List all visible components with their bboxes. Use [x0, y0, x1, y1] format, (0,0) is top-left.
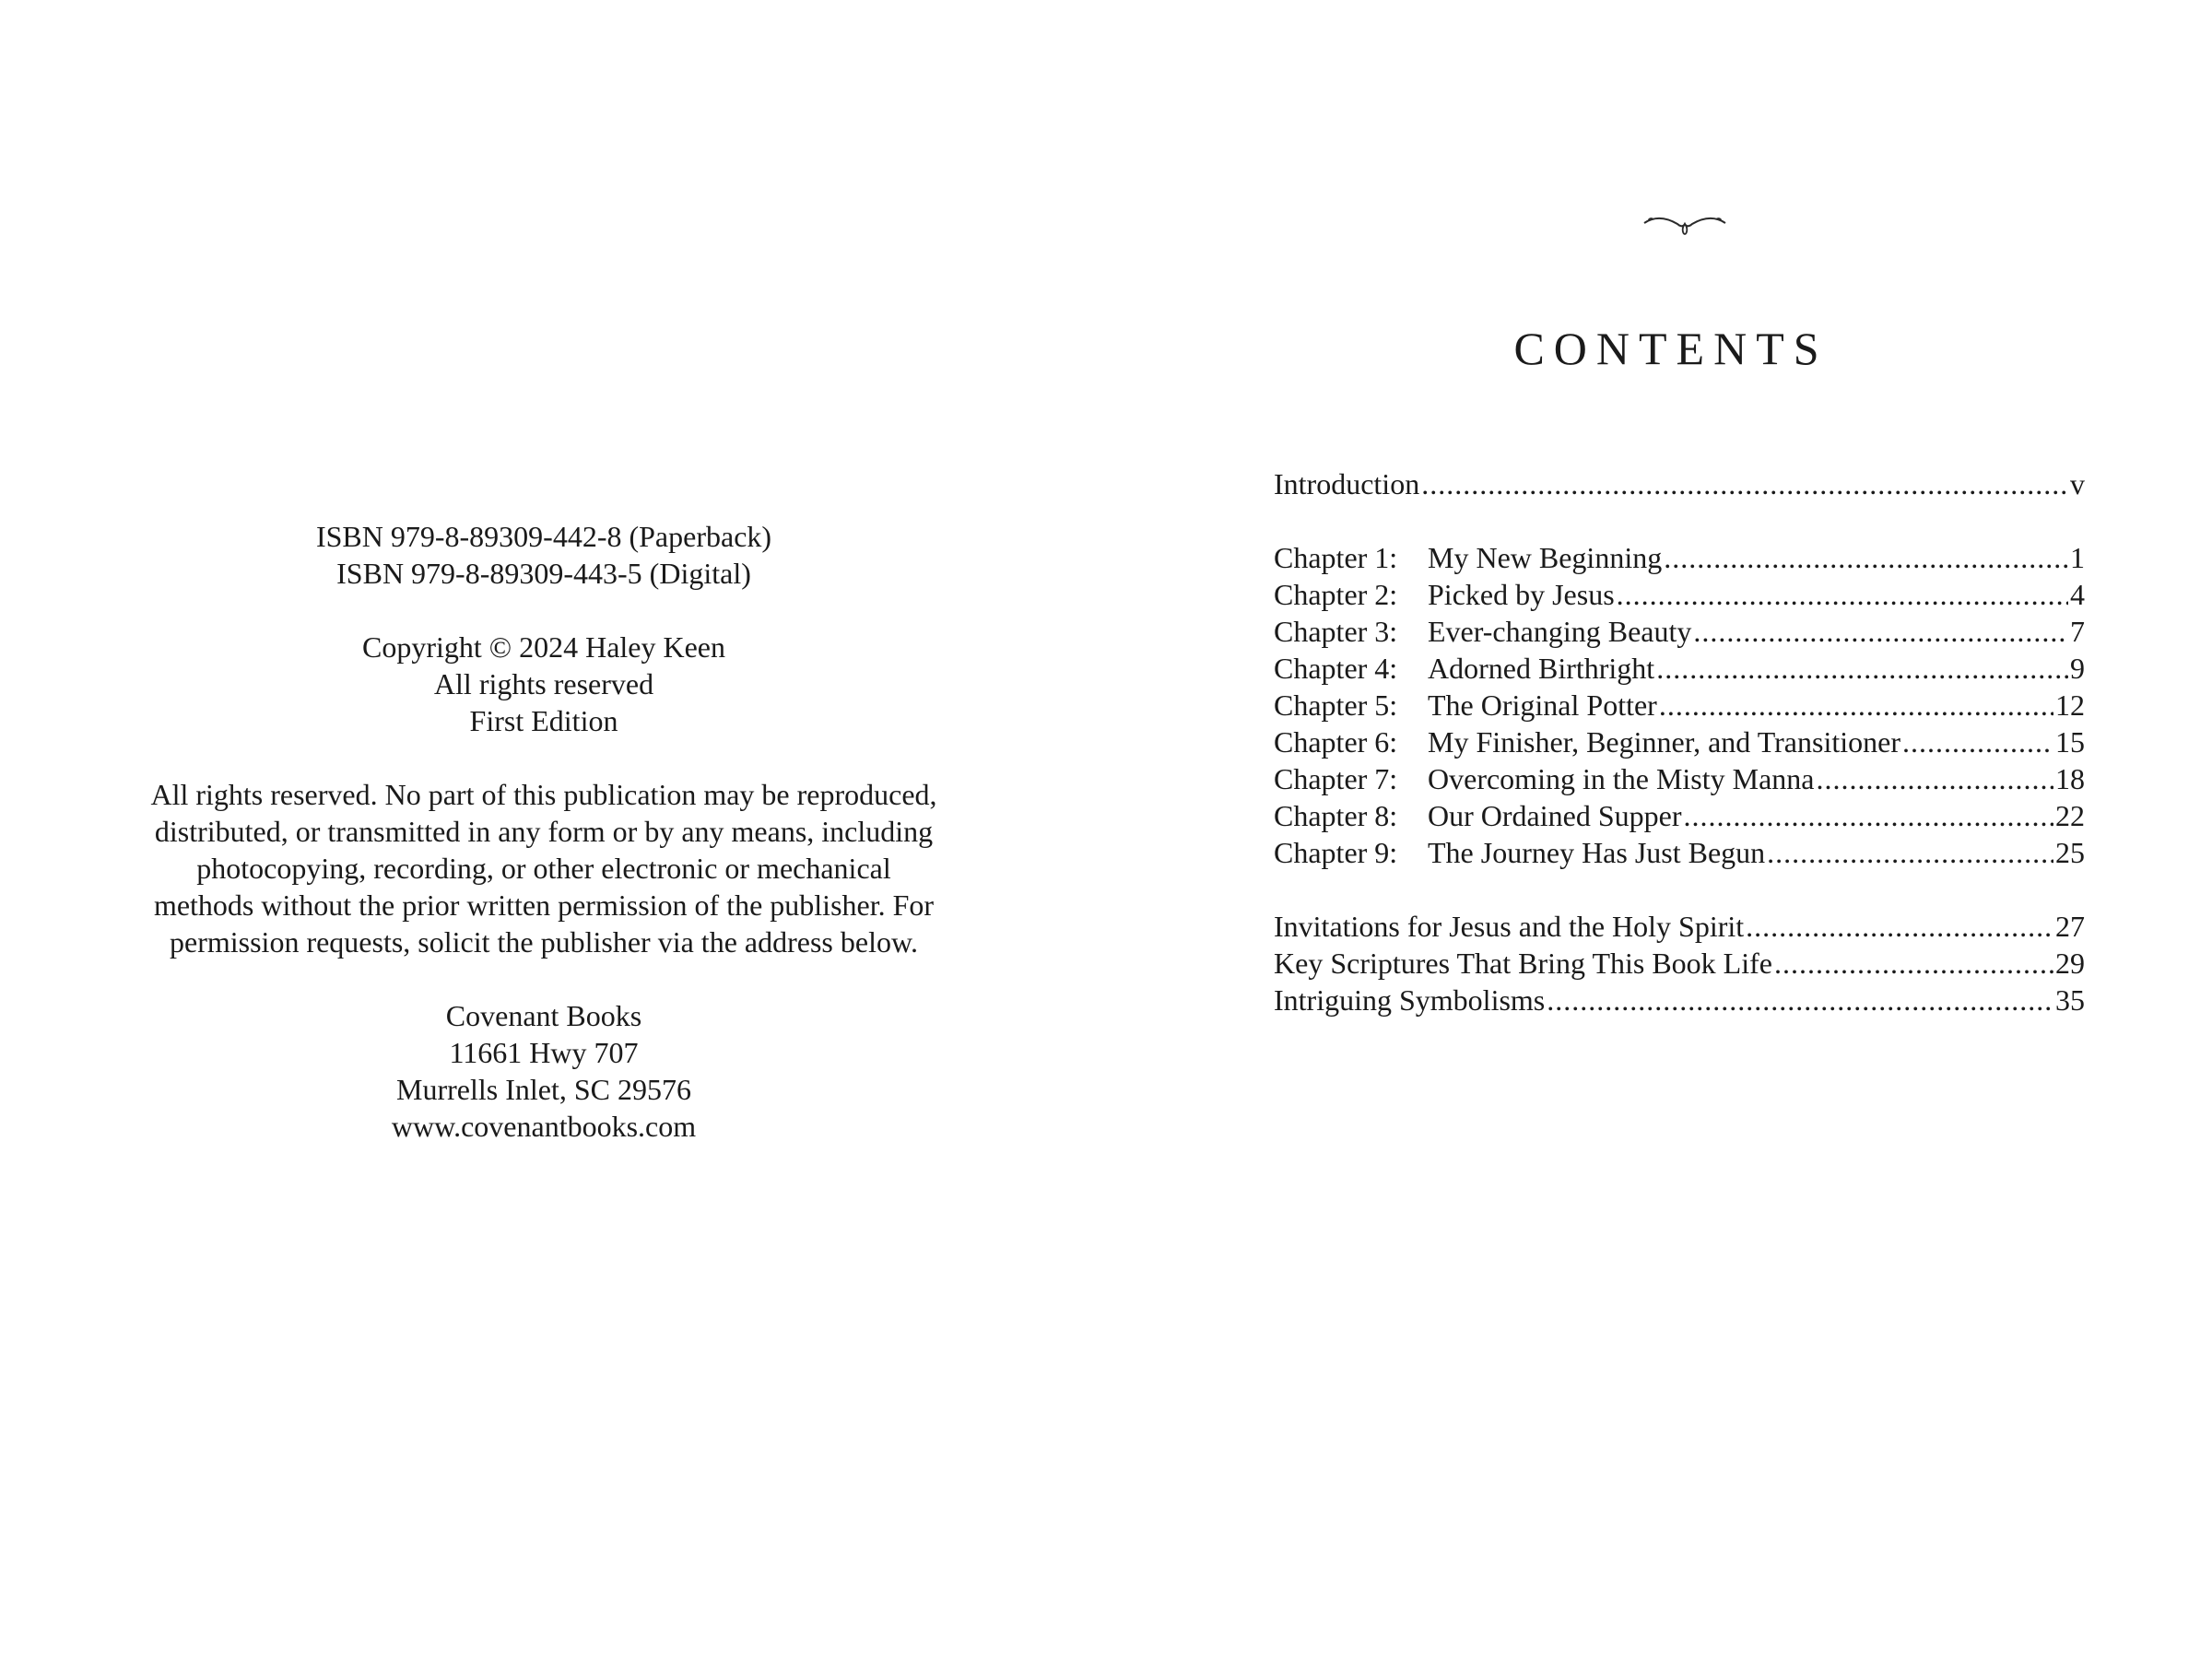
toc-page-number: 22 — [2055, 799, 2085, 832]
dot-leader — [1659, 687, 2053, 724]
dot-leader — [1902, 724, 2053, 760]
toc-entry-back-matter[interactable] — [1274, 908, 2085, 945]
toc-entry-chapter[interactable] — [1274, 687, 2085, 724]
toc-entry-chapter[interactable] — [1274, 760, 2085, 797]
toc-page-number: 9 — [2070, 652, 2085, 685]
dot-leader — [1746, 908, 2053, 945]
toc-entry-title: Picked by Jesus — [1428, 578, 1615, 611]
toc-entry-chapter[interactable] — [1274, 797, 2085, 834]
dot-leader — [1617, 576, 2068, 613]
publisher-street: 11661 Hwy 707 — [449, 1036, 639, 1069]
chapter-list — [1274, 539, 2085, 871]
copyright-notice: Copyright © 2024 Haley Keen — [361, 630, 725, 664]
toc-entry-chapter[interactable] — [1274, 724, 2085, 760]
contents-heading: CONTENTS — [1513, 323, 1829, 374]
dot-leader — [1683, 797, 2053, 834]
toc-entry-back-matter[interactable] — [1274, 945, 2085, 982]
toc-entry-title: Overcoming in the Misty Manna — [1428, 762, 1815, 795]
toc-page-number: 1 — [2070, 541, 2085, 574]
isbn-digital: ISBN 979-8-89309-443-5 (Digital) — [336, 557, 751, 590]
toc-entry-title: Invitations for Jesus and the Holy Spirit — [1274, 910, 1745, 943]
publisher-website: www.covenantbooks.com — [391, 1110, 697, 1143]
edition: First Edition — [469, 704, 618, 737]
dot-leader — [1767, 834, 2053, 871]
toc-page-number: 4 — [2070, 578, 2085, 611]
toc-entry-title: My New Beginning — [1428, 541, 1663, 574]
toc-chapter-label: Chapter 4: — [1274, 652, 1398, 685]
toc-entry-title: Adorned Birthright — [1428, 652, 1655, 685]
toc-chapter-label: Chapter 8: — [1274, 799, 1398, 832]
toc-page-number: 12 — [2055, 688, 2085, 722]
toc-entry-introduction[interactable] — [1274, 465, 2085, 502]
toc-entry-chapter[interactable] — [1274, 613, 2085, 650]
dot-leader — [1774, 945, 2053, 982]
toc-entry-chapter[interactable] — [1274, 576, 2085, 613]
rights-paragraph-line: distributed, or transmitted in any form or by any means, including — [154, 815, 934, 848]
toc-entry-title: The Original Potter — [1428, 688, 1657, 722]
isbn-paperback: ISBN 979-8-89309-442-8 (Paperback) — [315, 520, 772, 553]
dot-leader — [1664, 539, 2068, 576]
toc-entry-title: Ever-changing Beauty — [1428, 615, 1692, 648]
toc-entry-chapter[interactable] — [1274, 650, 2085, 687]
toc-chapter-label: Chapter 5: — [1274, 688, 1398, 722]
toc-entry-chapter[interactable] — [1274, 539, 2085, 576]
dot-leader — [1547, 982, 2053, 1018]
toc-page-number: 29 — [2055, 947, 2085, 980]
toc-chapter-label: Chapter 1: — [1274, 541, 1398, 574]
toc-entry-title: Key Scriptures That Bring This Book Life — [1274, 947, 1772, 980]
toc-page-number: 27 — [2055, 910, 2085, 943]
rights-reserved: All rights reserved — [433, 667, 654, 700]
toc-page-number: 18 — [2055, 762, 2085, 795]
rights-paragraph-line: photocopying, recording, or other electronic or mechanical — [196, 852, 891, 885]
toc-entry-title: The Journey Has Just Begun — [1428, 836, 1766, 869]
toc-entry-chapter[interactable] — [1274, 834, 2085, 871]
dot-leader — [1421, 465, 2068, 502]
rights-paragraph-line: methods without the prior written permission of the publisher. For — [153, 888, 935, 922]
toc-page-number: 15 — [2055, 725, 2085, 759]
toc-page-number: 25 — [2055, 836, 2085, 869]
toc-entry-title: Introduction — [1274, 467, 1420, 500]
publisher-city: Murrells Inlet, SC 29576 — [396, 1073, 691, 1106]
toc-entry-title: My Finisher, Beginner, and Transitioner — [1428, 725, 1900, 759]
toc-entry-back-matter[interactable] — [1274, 982, 2085, 1018]
toc-chapter-label: Chapter 6: — [1274, 725, 1398, 759]
dot-leader — [1656, 650, 2068, 687]
flourish-ornament-icon — [1642, 210, 1727, 236]
rights-paragraph-line: All rights reserved. No part of this publication may be reproduced, — [150, 778, 937, 811]
toc-page-number: 35 — [2055, 983, 2085, 1017]
contents-page — [1106, 0, 2212, 1659]
toc-entry-title: Our Ordained Supper — [1428, 799, 1682, 832]
back-matter-list — [1274, 908, 2085, 1018]
toc-entry-title: Intriguing Symbolisms — [1274, 983, 1546, 1017]
toc-chapter-label: Chapter 7: — [1274, 762, 1398, 795]
dot-leader — [1816, 760, 2053, 797]
toc-chapter-label: Chapter 3: — [1274, 615, 1398, 648]
toc-page-number: 7 — [2070, 615, 2085, 648]
toc-chapter-label: Chapter 9: — [1274, 836, 1398, 869]
copyright-block — [129, 518, 959, 1145]
table-of-contents — [1274, 465, 2085, 1018]
dot-leader — [1693, 613, 2068, 650]
publisher-name: Covenant Books — [445, 999, 642, 1032]
rights-paragraph-line: permission requests, solicit the publisher via the address below. — [170, 925, 918, 959]
toc-chapter-label: Chapter 2: — [1274, 578, 1398, 611]
toc-page-number: v — [2070, 467, 2085, 500]
